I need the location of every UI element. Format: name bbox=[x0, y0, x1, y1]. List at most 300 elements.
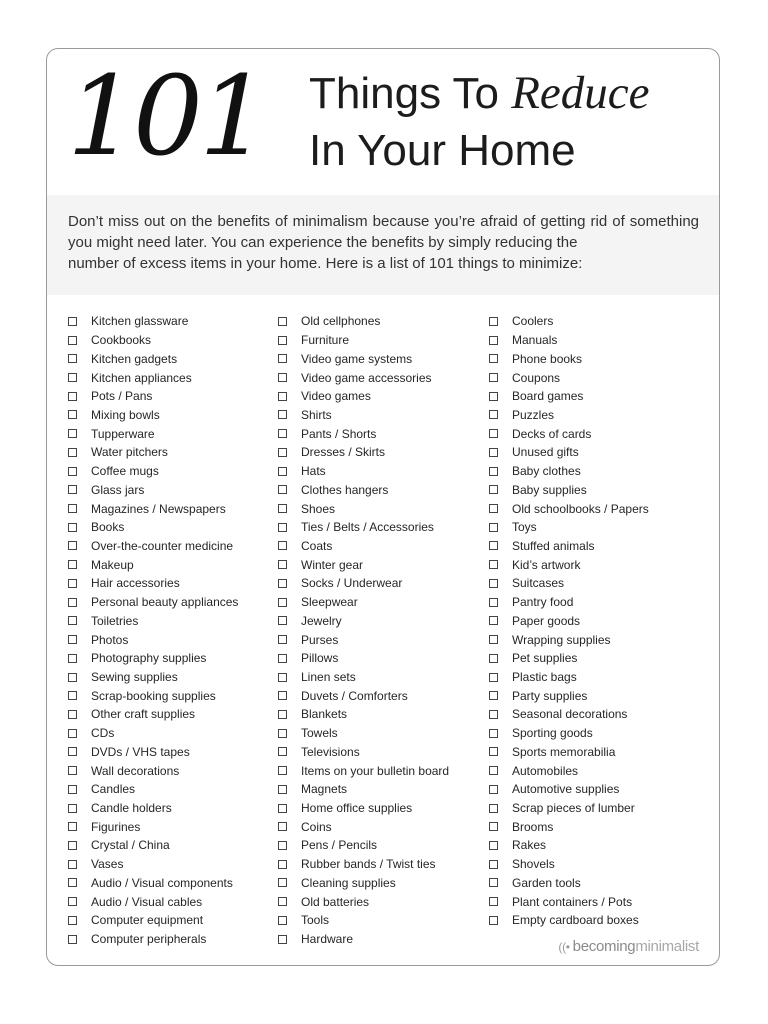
logo-mark-icon: ((• bbox=[558, 939, 570, 954]
checkbox[interactable] bbox=[278, 860, 287, 869]
checkbox[interactable] bbox=[68, 691, 77, 700]
checklist-item-label: Wall decorations bbox=[91, 763, 180, 778]
checklist-item bbox=[489, 780, 649, 799]
checklist-item bbox=[68, 312, 238, 331]
checklist-item-label: Photography supplies bbox=[91, 651, 207, 666]
checklist-item bbox=[489, 312, 649, 331]
checkbox[interactable] bbox=[489, 616, 498, 625]
checklist-item bbox=[278, 686, 449, 705]
checkbox[interactable] bbox=[68, 878, 77, 887]
checklist-item-label: Kitchen appliances bbox=[91, 370, 192, 385]
checkbox[interactable] bbox=[68, 897, 77, 906]
checkbox[interactable] bbox=[68, 448, 77, 457]
checklist-item-label: Tupperware bbox=[91, 426, 155, 441]
title-line-1 bbox=[309, 65, 650, 122]
checklist-item bbox=[68, 368, 238, 387]
checkbox[interactable] bbox=[278, 841, 287, 850]
checklist-item-label: Unused gifts bbox=[512, 445, 579, 460]
checklist-item-label: Coupons bbox=[512, 370, 561, 385]
checklist-item bbox=[278, 911, 449, 930]
checklist-item-label: Computer peripherals bbox=[91, 932, 207, 947]
checklist-item bbox=[68, 406, 238, 425]
checkbox[interactable] bbox=[278, 579, 287, 588]
checklist-item bbox=[489, 593, 649, 612]
checkbox[interactable] bbox=[489, 635, 498, 644]
checkbox[interactable] bbox=[489, 392, 498, 401]
checkbox[interactable] bbox=[68, 467, 77, 476]
checklist-item-label: Magazines / Newspapers bbox=[91, 501, 226, 516]
checklist-item bbox=[68, 799, 238, 818]
checklist-item bbox=[68, 499, 238, 518]
checklist-item-label: Towels bbox=[301, 726, 338, 741]
checkbox[interactable] bbox=[278, 523, 287, 532]
intro-panel bbox=[47, 195, 719, 295]
checklist-item bbox=[68, 855, 238, 874]
checklist-item-label: Televisions bbox=[301, 744, 360, 759]
checkbox[interactable] bbox=[278, 317, 287, 326]
checklist-item bbox=[489, 424, 649, 443]
checklist-item bbox=[68, 930, 238, 949]
checkbox[interactable] bbox=[278, 541, 287, 550]
checkbox[interactable] bbox=[489, 504, 498, 513]
checklist-item-label: Kitchen glassware bbox=[91, 314, 189, 329]
checklist-item-label: Seasonal decorations bbox=[512, 707, 628, 722]
checklist-item-label: Shirts bbox=[301, 407, 332, 422]
checklist-item-label: Winter gear bbox=[301, 557, 364, 572]
checklist-item-label: Tools bbox=[301, 913, 330, 928]
checkbox[interactable] bbox=[68, 822, 77, 831]
checklist-item-label: Audio / Visual components bbox=[91, 875, 233, 890]
checkbox[interactable] bbox=[489, 785, 498, 794]
checklist-item-label: Pots / Pans bbox=[91, 389, 153, 404]
checkbox[interactable] bbox=[68, 504, 77, 513]
checklist-item bbox=[489, 874, 649, 893]
checklist-item bbox=[278, 537, 449, 556]
checkbox[interactable] bbox=[278, 878, 287, 887]
checklist-item-label: Makeup bbox=[91, 557, 134, 572]
checkbox[interactable] bbox=[489, 579, 498, 588]
checklist-item-label: Scrap-booking supplies bbox=[91, 688, 216, 703]
checkbox[interactable] bbox=[68, 560, 77, 569]
checklist-item bbox=[68, 911, 238, 930]
checklist-item bbox=[68, 892, 238, 911]
checklist-item bbox=[489, 668, 649, 687]
checklist-item-label: Suitcases bbox=[512, 576, 565, 591]
checklist-item-label: Coats bbox=[301, 538, 333, 553]
checklist-item bbox=[489, 480, 649, 499]
checkbox[interactable] bbox=[68, 785, 77, 794]
checkbox[interactable] bbox=[489, 822, 498, 831]
checklist-item-label: Pillows bbox=[301, 651, 339, 666]
checkbox[interactable] bbox=[278, 766, 287, 775]
checkbox[interactable] bbox=[489, 691, 498, 700]
checklist-item-label: Dresses / Skirts bbox=[301, 445, 386, 460]
checklist-item bbox=[278, 874, 449, 893]
checklist-item-label: Jewelry bbox=[301, 613, 342, 628]
checklist-item bbox=[278, 593, 449, 612]
checkbox[interactable] bbox=[68, 598, 77, 607]
checkbox[interactable] bbox=[68, 429, 77, 438]
checklist-item bbox=[489, 537, 649, 556]
checklist-item bbox=[278, 406, 449, 425]
checkbox[interactable] bbox=[68, 935, 77, 944]
checklist-item-label: Rakes bbox=[512, 838, 547, 853]
checkbox[interactable] bbox=[68, 916, 77, 925]
checklist-item-label: Purses bbox=[301, 632, 339, 647]
checklist-item-label: Pens / Pencils bbox=[301, 838, 378, 853]
title-emphasis: Reduce bbox=[511, 67, 650, 119]
title-line-2: In Your Home bbox=[309, 126, 576, 175]
checkbox[interactable] bbox=[489, 598, 498, 607]
checklist-item bbox=[489, 555, 649, 574]
checkbox[interactable] bbox=[68, 673, 77, 682]
checkbox[interactable] bbox=[278, 354, 287, 363]
checkbox[interactable] bbox=[68, 766, 77, 775]
checklist-item-label: Hats bbox=[301, 464, 326, 479]
checklist-item bbox=[68, 724, 238, 743]
checkbox[interactable] bbox=[68, 747, 77, 756]
intro-text bbox=[68, 211, 699, 274]
checklist-item-label: Hair accessories bbox=[91, 576, 180, 591]
checkbox[interactable] bbox=[68, 317, 77, 326]
checkbox[interactable] bbox=[278, 560, 287, 569]
checkbox[interactable] bbox=[278, 336, 287, 345]
checklist-item-label: Brooms bbox=[512, 819, 554, 834]
checklist-item-label: Audio / Visual cables bbox=[91, 894, 203, 909]
checklist-item bbox=[68, 817, 238, 836]
checklist-item bbox=[489, 761, 649, 780]
checklist-item bbox=[278, 724, 449, 743]
checklist-item bbox=[278, 331, 449, 350]
checklist-item bbox=[489, 892, 649, 911]
checklist-item bbox=[489, 612, 649, 631]
checklist-item-label: Crystal / China bbox=[91, 838, 170, 853]
checklist-item bbox=[278, 630, 449, 649]
checklist-item-label: Paper goods bbox=[512, 613, 581, 628]
checkbox[interactable] bbox=[68, 523, 77, 532]
checklist-item bbox=[489, 462, 649, 481]
checklist-item bbox=[68, 705, 238, 724]
checkbox[interactable] bbox=[489, 410, 498, 419]
checkbox[interactable] bbox=[68, 373, 77, 382]
checklist-item-label: Pantry food bbox=[512, 595, 574, 610]
checkbox[interactable] bbox=[489, 804, 498, 813]
checklist-item bbox=[68, 387, 238, 406]
checkbox[interactable] bbox=[68, 710, 77, 719]
checkbox[interactable] bbox=[278, 654, 287, 663]
checkbox[interactable] bbox=[278, 804, 287, 813]
checklist-item-label: Empty cardboard boxes bbox=[512, 913, 639, 928]
checklist-item-label: DVDs / VHS tapes bbox=[91, 744, 190, 759]
title-part-1: Things To bbox=[309, 69, 499, 118]
checklist-item bbox=[489, 705, 649, 724]
intro-text-main: Don’t miss out on the benefits of minimalism because you’re afraid of getting rid of something you might need later. You can experience the benefits by simply reducing the bbox=[68, 213, 699, 251]
checkbox[interactable] bbox=[68, 841, 77, 850]
checkbox[interactable] bbox=[489, 467, 498, 476]
checklist-item-label: Scrap pieces of lumber bbox=[512, 801, 635, 816]
checklist-item-label: Blankets bbox=[301, 707, 348, 722]
checklist-item bbox=[278, 649, 449, 668]
checklist-item bbox=[68, 462, 238, 481]
checkbox[interactable] bbox=[68, 654, 77, 663]
checklist-item-label: Candles bbox=[91, 782, 136, 797]
checklist-item-label: Other craft supplies bbox=[91, 707, 196, 722]
checkbox[interactable] bbox=[489, 766, 498, 775]
checklist-item bbox=[68, 761, 238, 780]
checklist-item-label: Plant containers / Pots bbox=[512, 894, 633, 909]
checklist-item bbox=[68, 424, 238, 443]
checklist-item-label: Pet supplies bbox=[512, 651, 578, 666]
checkbox[interactable] bbox=[68, 616, 77, 625]
checklist-item bbox=[68, 630, 238, 649]
checkbox[interactable] bbox=[489, 916, 498, 925]
checkbox[interactable] bbox=[489, 729, 498, 738]
checklist-item bbox=[278, 930, 449, 949]
checkbox[interactable] bbox=[278, 729, 287, 738]
checklist-item-label: Socks / Underwear bbox=[301, 576, 403, 591]
checklist-item-label: Mixing bowls bbox=[91, 407, 160, 422]
checkbox[interactable] bbox=[278, 392, 287, 401]
checkbox[interactable] bbox=[489, 747, 498, 756]
checklist-item bbox=[489, 911, 649, 930]
checkbox[interactable] bbox=[489, 485, 498, 494]
checklist-item-label: Old schoolbooks / Papers bbox=[512, 501, 649, 516]
checklist-item bbox=[278, 443, 449, 462]
checklist-item bbox=[489, 836, 649, 855]
checklist-item-label: Figurines bbox=[91, 819, 141, 834]
checklist-item-label: Over-the-counter medicine bbox=[91, 538, 234, 553]
checkbox[interactable] bbox=[278, 916, 287, 925]
checkbox[interactable] bbox=[489, 654, 498, 663]
checklist-item bbox=[489, 799, 649, 818]
checklist-item-label: Sports memorabilia bbox=[512, 744, 616, 759]
checklist-item bbox=[68, 668, 238, 687]
checklist-item-label: Personal beauty appliances bbox=[91, 595, 239, 610]
checklist-item-label: Stuffed animals bbox=[512, 538, 595, 553]
checkbox[interactable] bbox=[489, 373, 498, 382]
checklist-item bbox=[278, 743, 449, 762]
checklist-item-label: Sewing supplies bbox=[91, 670, 178, 685]
checkbox[interactable] bbox=[489, 317, 498, 326]
checklist-item bbox=[489, 499, 649, 518]
checkbox[interactable] bbox=[278, 504, 287, 513]
checkbox[interactable] bbox=[68, 860, 77, 869]
checkbox[interactable] bbox=[489, 523, 498, 532]
checklist-item-label: Coins bbox=[301, 819, 332, 834]
checklist-item bbox=[489, 387, 649, 406]
checklist-item bbox=[68, 649, 238, 668]
checklist-item-label: Board games bbox=[512, 389, 584, 404]
checklist-item-label: Puzzles bbox=[512, 407, 555, 422]
checklist-item bbox=[489, 349, 649, 368]
checklist-item-label: Furniture bbox=[301, 333, 350, 348]
logo-text-minimalist: minimalist bbox=[635, 938, 699, 955]
checklist-item-label: Candle holders bbox=[91, 801, 172, 816]
checkbox[interactable] bbox=[68, 804, 77, 813]
checklist-item bbox=[278, 705, 449, 724]
checkbox[interactable] bbox=[278, 616, 287, 625]
checklist-item bbox=[278, 387, 449, 406]
checklist-item-label: Plastic bags bbox=[512, 670, 577, 685]
checklist-item bbox=[68, 686, 238, 705]
checklist-item bbox=[278, 462, 449, 481]
checklist-item-label: Cookbooks bbox=[91, 333, 152, 348]
checkbox[interactable] bbox=[68, 579, 77, 588]
checkbox[interactable] bbox=[278, 710, 287, 719]
checklist-item-label: Manuals bbox=[512, 333, 558, 348]
checklist-item-label: Video game systems bbox=[301, 351, 413, 366]
checklist-item-label: Shoes bbox=[301, 501, 336, 516]
checklist-column-3 bbox=[489, 312, 649, 930]
checkbox[interactable] bbox=[278, 785, 287, 794]
checkbox[interactable] bbox=[278, 935, 287, 944]
checkbox[interactable] bbox=[489, 841, 498, 850]
checkbox[interactable] bbox=[489, 710, 498, 719]
checklist-item bbox=[278, 817, 449, 836]
checklist-item bbox=[489, 630, 649, 649]
checklist-item-label: Baby clothes bbox=[512, 464, 581, 479]
checklist-item bbox=[68, 349, 238, 368]
checklist-item-label: Rubber bands / Twist ties bbox=[301, 857, 436, 872]
checklist-item bbox=[278, 612, 449, 631]
checklist-item bbox=[68, 593, 238, 612]
checklist-item-label: Water pitchers bbox=[91, 445, 168, 460]
checklist-item bbox=[278, 574, 449, 593]
checklist-item-label: Toys bbox=[512, 520, 537, 535]
checklist-item bbox=[278, 518, 449, 537]
checklist-item bbox=[68, 836, 238, 855]
checklist-item bbox=[278, 892, 449, 911]
checklist-item bbox=[489, 686, 649, 705]
checkbox[interactable] bbox=[68, 485, 77, 494]
checkbox[interactable] bbox=[278, 485, 287, 494]
checklist-item bbox=[68, 480, 238, 499]
checklist-item-label: Vases bbox=[91, 857, 124, 872]
checklist-item-label: Coffee mugs bbox=[91, 464, 159, 479]
checkbox[interactable] bbox=[489, 336, 498, 345]
brand-logo bbox=[558, 938, 699, 955]
checkbox[interactable] bbox=[278, 448, 287, 457]
checkbox[interactable] bbox=[278, 467, 287, 476]
checklist-item bbox=[489, 855, 649, 874]
headline-number: 101 bbox=[67, 52, 265, 180]
checklist-item bbox=[68, 331, 238, 350]
checklist-item-label: Home office supplies bbox=[301, 801, 413, 816]
checklist-item-label: Automotive supplies bbox=[512, 782, 620, 797]
checklist-item bbox=[489, 331, 649, 350]
checklist-item bbox=[278, 836, 449, 855]
checklist-item bbox=[68, 612, 238, 631]
checklist-item-label: Duvets / Comforters bbox=[301, 688, 408, 703]
checkbox[interactable] bbox=[278, 673, 287, 682]
checkbox[interactable] bbox=[68, 729, 77, 738]
checklist-item-label: Books bbox=[91, 520, 125, 535]
checkbox[interactable] bbox=[278, 429, 287, 438]
checklist-item-label: Items on your bulletin board bbox=[301, 763, 450, 778]
checklist-item-label: Video game accessories bbox=[301, 370, 432, 385]
checkbox[interactable] bbox=[489, 860, 498, 869]
checklist-column-1 bbox=[68, 312, 238, 948]
checklist-item-label: Party supplies bbox=[512, 688, 588, 703]
logo-text-becoming: becoming bbox=[572, 938, 636, 955]
checklist-item bbox=[278, 855, 449, 874]
checklist-item bbox=[68, 743, 238, 762]
checkbox[interactable] bbox=[278, 822, 287, 831]
checkbox[interactable] bbox=[278, 373, 287, 382]
checklist-item bbox=[278, 555, 449, 574]
checklist-item bbox=[278, 780, 449, 799]
checklist-item bbox=[278, 424, 449, 443]
checklist-item bbox=[278, 499, 449, 518]
checklist-item-label: Automobiles bbox=[512, 763, 579, 778]
checkbox[interactable] bbox=[68, 541, 77, 550]
checkbox[interactable] bbox=[489, 541, 498, 550]
checkbox[interactable] bbox=[278, 410, 287, 419]
checkbox[interactable] bbox=[489, 878, 498, 887]
checkbox[interactable] bbox=[68, 635, 77, 644]
checklist-item bbox=[68, 443, 238, 462]
checkbox[interactable] bbox=[489, 354, 498, 363]
checklist-item-label: Glass jars bbox=[91, 482, 145, 497]
checklist-item-label: Old cellphones bbox=[301, 314, 381, 329]
checklist-item bbox=[489, 406, 649, 425]
checkbox[interactable] bbox=[278, 598, 287, 607]
checklist-item bbox=[278, 480, 449, 499]
checkbox[interactable] bbox=[489, 897, 498, 906]
intro-text-last: number of excess items in your home. Here is a list of 101 things to minimize: bbox=[68, 255, 583, 272]
checklist-item-label: Linen sets bbox=[301, 670, 356, 685]
checkbox[interactable] bbox=[278, 635, 287, 644]
checklist-item-label: Old batteries bbox=[301, 894, 370, 909]
checklist-item bbox=[278, 349, 449, 368]
checklist-card bbox=[46, 48, 720, 966]
checklist-item-label: Phone books bbox=[512, 351, 583, 366]
checklist-item-label: Computer equipment bbox=[91, 913, 204, 928]
checklist-item-label: Sleepwear bbox=[301, 595, 358, 610]
checkbox[interactable] bbox=[68, 336, 77, 345]
checklist-item-label: Decks of cards bbox=[512, 426, 592, 441]
checklist-column-2 bbox=[278, 312, 449, 948]
checklist-item-label: Cleaning supplies bbox=[301, 875, 396, 890]
checklist-item-label: Pants / Shorts bbox=[301, 426, 377, 441]
checkbox[interactable] bbox=[489, 429, 498, 438]
checklist-item bbox=[68, 780, 238, 799]
checklist-item-label: Photos bbox=[91, 632, 129, 647]
checkbox[interactable] bbox=[489, 673, 498, 682]
checklist-item bbox=[278, 368, 449, 387]
checkbox[interactable] bbox=[489, 448, 498, 457]
checklist-item bbox=[278, 761, 449, 780]
checklist-item bbox=[68, 555, 238, 574]
checklist-item-label: Toiletries bbox=[91, 613, 139, 628]
checklist-item-label: Ties / Belts / Accessories bbox=[301, 520, 434, 535]
checklist-item-label: Video games bbox=[301, 389, 371, 404]
checklist-item-label: Magnets bbox=[301, 782, 348, 797]
checkbox[interactable] bbox=[278, 897, 287, 906]
checklist-item bbox=[489, 724, 649, 743]
checkbox[interactable] bbox=[489, 560, 498, 569]
checkbox[interactable] bbox=[278, 747, 287, 756]
checklist-item bbox=[68, 518, 238, 537]
checkbox[interactable] bbox=[278, 691, 287, 700]
page-title bbox=[309, 65, 650, 179]
checkbox[interactable] bbox=[68, 392, 77, 401]
checklist-item bbox=[489, 743, 649, 762]
checklist-item-label: Baby supplies bbox=[512, 482, 587, 497]
checkbox[interactable] bbox=[68, 410, 77, 419]
checklist-item-label: Kid’s artwork bbox=[512, 557, 581, 572]
checkbox[interactable] bbox=[68, 354, 77, 363]
